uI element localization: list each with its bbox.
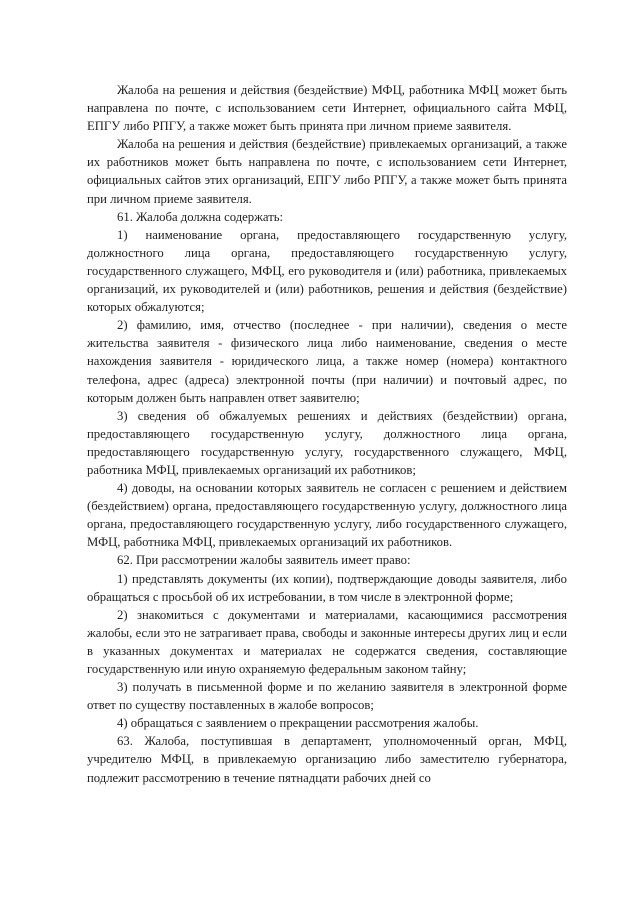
paragraph-62-item-2: 2) знакомиться с документами и материалами, касающимися рассмотрения жалобы, если это не затрагивает права, свободы и законные интересы других лиц и если в указанных документах и материалах не содержатся сведения, составляющие государственную или иную охраняемую федеральным законом тайну; bbox=[87, 607, 567, 676]
paragraph-61-item-4: 4) доводы, на основании которых заявитель не согласен с решением и действием (бездействием) органа, предоставляющего государственную услугу, должностного лица органа, предоставляющего государственную услугу, либо государственного служащего, МФЦ, работника МФЦ, привлекаемых организаций их работников. bbox=[87, 481, 567, 550]
paragraph-complaint-mfc: Жалоба на решения и действия (бездействие) МФЦ, работника МФЦ может быть направлена по почте, с использованием сети Интернет, официального сайта МФЦ, ЕПГУ либо РПГУ, а также может быть принята при личном приеме заявителя. bbox=[87, 83, 567, 134]
paragraph-62-item-3: 3) получать в письменной форме и по желанию заявителя в электронной форме ответ по существу поставленных в жалобе вопросов; bbox=[87, 680, 567, 713]
paragraph-62-heading: 62. При рассмотрении жалобы заявитель имеет право: bbox=[117, 553, 411, 568]
paragraph-complaint-organizations: Жалоба на решения и действия (бездействие) привлекаемых организаций, а также их работников может быть направлена по почте, с использованием сети Интернет, официальных сайтов этих организаций, ЕПГУ либо РПГУ, а также может быть принята при личном приеме заявителя. bbox=[87, 137, 567, 206]
document-body bbox=[87, 81, 567, 787]
paragraph-61-heading: 61. Жалоба должна содержать: bbox=[117, 209, 284, 224]
paragraph-61-item-3: 3) сведения об обжалуемых решениях и действиях (бездействии) органа, предоставляющего государственную услугу, должностного лица органа, предоставляющего государственную услугу, государственного служащего, МФЦ, работника МФЦ, привлекаемых организаций их работников; bbox=[87, 408, 567, 477]
paragraph-61-item-2: 2) фамилию, имя, отчество (последнее - при наличии), сведения о месте жительства заявителя - физического лица либо наименование, сведения о месте нахождения заявителя - юридического лица, а также номер (номера) контактного телефона, адрес (адреса) электронной почты (при наличии) и почтовый адрес, по которым должен быть направлен ответ заявителю; bbox=[87, 318, 567, 405]
paragraph-62-item-4: 4) обращаться с заявлением о прекращении рассмотрения жалобы. bbox=[117, 716, 479, 731]
paragraph-61-item-1: 1) наименование органа, предоставляющего государственную услугу, должностного лица органа, предоставляющего государственную услугу, государственного служащего, МФЦ, его руководителя и (или) работника, привлекаемых организаций, их руководителей и (или) работников, решения и действия (бездействие) которых обжалуются; bbox=[87, 227, 567, 315]
paragraph-62-item-1: 1) представлять документы (их копии), подтверждающие доводы заявителя, либо обращаться с просьбой об их истребовании, в том числе в электронной форме; bbox=[87, 571, 567, 604]
paragraph-63: 63. Жалоба, поступившая в департамент, уполномоченный орган, МФЦ, учредителю МФЦ, в привлекаемую организацию либо заместителю губернатора, подлежит рассмотрению в течение пятнадцати рабочих дней со bbox=[87, 734, 567, 785]
